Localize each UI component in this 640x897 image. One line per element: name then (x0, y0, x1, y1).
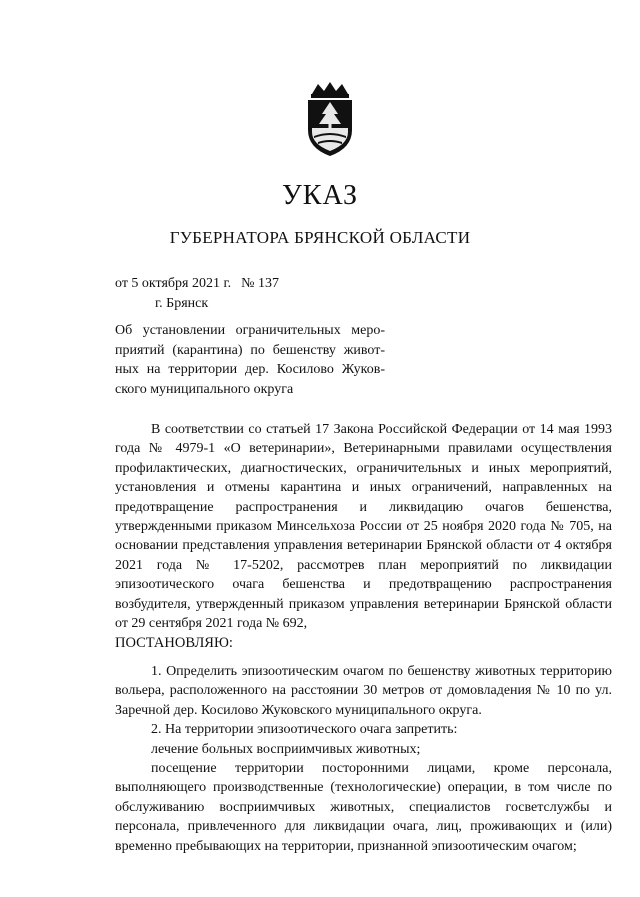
document-subtitle: ГУБЕРНАТОРА БРЯНСКОЙ ОБЛАСТИ (169, 228, 471, 247)
document-title: УКАЗ (281, 180, 359, 211)
decree-subject (115, 321, 385, 399)
decree-word: ПОСТАНОВЛЯЮ: (115, 635, 233, 652)
subject-line: ных на территории дер. Косилово Жуков- (115, 362, 385, 377)
item-2b-paragraph: посещение территории посторонними лицами, кроме персонала, выполняющего производственные (технологические) операции, в том числе по обслуживанию восприимчивых животных, специалистов госветслужбы и персонала, привлеченного для ликвидации очага, лиц, проживающих и (или) временно пребывающих на территории, признанной эпизоотическим очагом; (115, 760, 612, 854)
bryansk-coat-of-arms-icon (298, 80, 362, 158)
item-2-paragraph: 2. На территории эпизоотического очага запретить: (151, 722, 458, 738)
subject-line: приятий (карантина) по бешенству живот- (115, 342, 385, 358)
decree-date-line (115, 276, 279, 292)
preamble-paragraph: В соответствии со статьей 17 Закона Российской Федерации от 14 мая 1993 года № 4979-1 «О ветеринарии», Ветеринарными правилами осуществления профилактических, диагностических, ограничительных и иных мероприятий, установления и отмены карантина и иных ограничений, направленных на предотвращение распространения и ликвидацию очагов бешенства, утвержденными приказом Минсельхоза России от 25 ноября 2020 года № 705, на основании представления управления ветеринарии Брянской области от 4 октября 2021 года № 17-5202, рассмотрев план мероприятий по ликвидации эпизоотического очага бешенства и предотвращению распространения возбудителя, утвержденный приказом управления ветеринарии Брянской области от 29 сентября 2021 года № 692, (115, 422, 612, 632)
item-2a-paragraph: лечение больных восприимчивых животных; (151, 741, 421, 757)
decree-number: № 137 (241, 276, 280, 291)
decree-place: г. Брянск (155, 296, 209, 311)
subject-line: ского муниципального округа (115, 381, 294, 397)
decree-date: от 5 октября 2021 г. (115, 276, 232, 291)
decree-body (115, 420, 612, 856)
item-1-paragraph: 1. Определить эпизоотическим очагом по бешенству животных территорию вольера, расположенного на расстоянии 30 метров от домовладения № 10 по ул. Заречной дер. Косилово Жуковского муниципального округа. (115, 663, 612, 718)
subject-line: Об установлении ограничительных меро- (115, 323, 385, 338)
